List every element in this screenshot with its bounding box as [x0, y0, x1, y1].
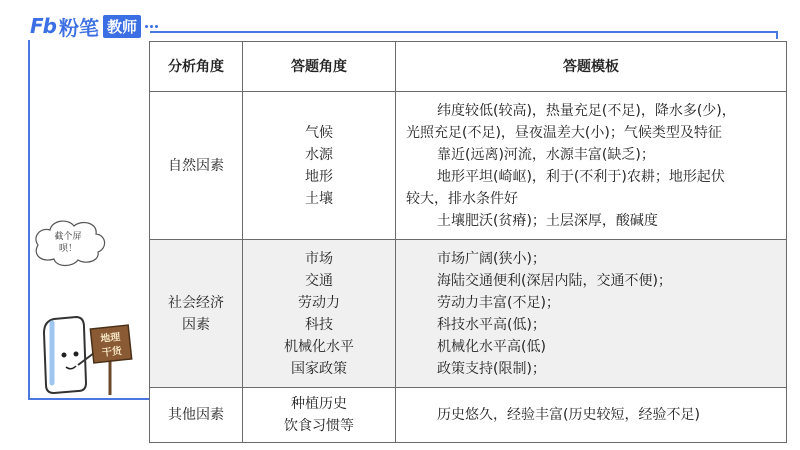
- answer-template-table: [149, 41, 787, 443]
- template-line: 科技水平高(低)；: [437, 316, 546, 333]
- category-cell: [150, 240, 243, 388]
- header-analysis-angle: 分析角度: [150, 42, 243, 92]
- template-cell: [396, 240, 787, 388]
- angle-item: 科技: [305, 316, 333, 333]
- angle-item: 劳动力: [298, 294, 340, 311]
- table-header-row: [150, 42, 787, 92]
- logo-name: 粉笔: [58, 15, 99, 40]
- angle-item: 交通: [305, 272, 333, 289]
- template-line: 政策支持(限制)；: [437, 360, 546, 377]
- category-cell: 自然因素: [150, 92, 243, 240]
- template-line: 劳动力丰富(不足)；: [437, 294, 560, 311]
- template-cell: [396, 388, 787, 443]
- angle-item: 土壤: [305, 190, 333, 207]
- logo-dots: [145, 25, 158, 28]
- angle-item: 机械化水平: [284, 338, 354, 355]
- frame-line-right: [776, 31, 778, 39]
- template-line: 纬度较低(较高)，热量充足(不足)，降水多(少)，: [437, 102, 736, 119]
- sign-line-1: 地理: [99, 332, 121, 346]
- template-line: 海陆交通便利(深居内陆，交通不便)；: [437, 272, 672, 289]
- template-line: 光照充足(不足)，昼夜温差大(小)；气候类型及特征: [406, 124, 722, 141]
- angles-cell: [243, 388, 396, 443]
- template-line: 历史悠久，经验丰富(历史较短，经验不足): [437, 407, 700, 423]
- category-cell: 其他因素: [150, 388, 243, 443]
- template-line: 机械化水平高(低): [437, 338, 546, 355]
- angles-cell: [243, 92, 396, 240]
- header-answer-template: 答题模板: [396, 42, 787, 92]
- bubble-line-1: 截个屏: [54, 232, 82, 242]
- logo-badge: 教师: [103, 15, 141, 38]
- template-cell: [396, 92, 787, 240]
- sign-line-2: 干货: [101, 345, 123, 359]
- sign-board: [90, 325, 131, 395]
- frame-line-top: [150, 31, 778, 33]
- speech-cloud: [36, 221, 105, 265]
- mascot-illustration: [30, 215, 150, 400]
- angle-item: 种植历史: [291, 396, 347, 412]
- table-row-natural: [150, 92, 787, 240]
- template-line: 市场广阔(狭小)；: [437, 250, 546, 267]
- angle-item: 气候: [305, 124, 333, 141]
- category-line: 因素: [182, 316, 210, 333]
- template-line: 土壤肥沃(贫瘠)；土层深厚，酸碱度: [437, 212, 658, 229]
- header-answer-angle: 答题角度: [243, 42, 396, 92]
- angle-item: 市场: [305, 250, 333, 267]
- template-line: 较大，排水条件好: [406, 190, 518, 207]
- angle-item: 地形: [305, 168, 333, 185]
- logo-mark: Fb: [30, 14, 56, 38]
- angle-item: 饮食习惯等: [284, 418, 354, 434]
- template-line: 地形平坦(崎岖)，利于(不利于)农耕；地形起伏: [437, 168, 725, 185]
- brand-logo: [30, 13, 158, 39]
- table-row-socioeconomic: [150, 240, 787, 388]
- template-line: 靠近(远离)河流，水源丰富(缺乏)；: [437, 146, 655, 163]
- bubble-line-2: 呗！: [58, 244, 78, 254]
- category-line: 社会经济: [168, 294, 224, 311]
- angles-cell: [243, 240, 396, 388]
- table-row-other: [150, 388, 787, 443]
- angle-item: 水源: [305, 146, 333, 163]
- angle-item: 国家政策: [291, 360, 347, 377]
